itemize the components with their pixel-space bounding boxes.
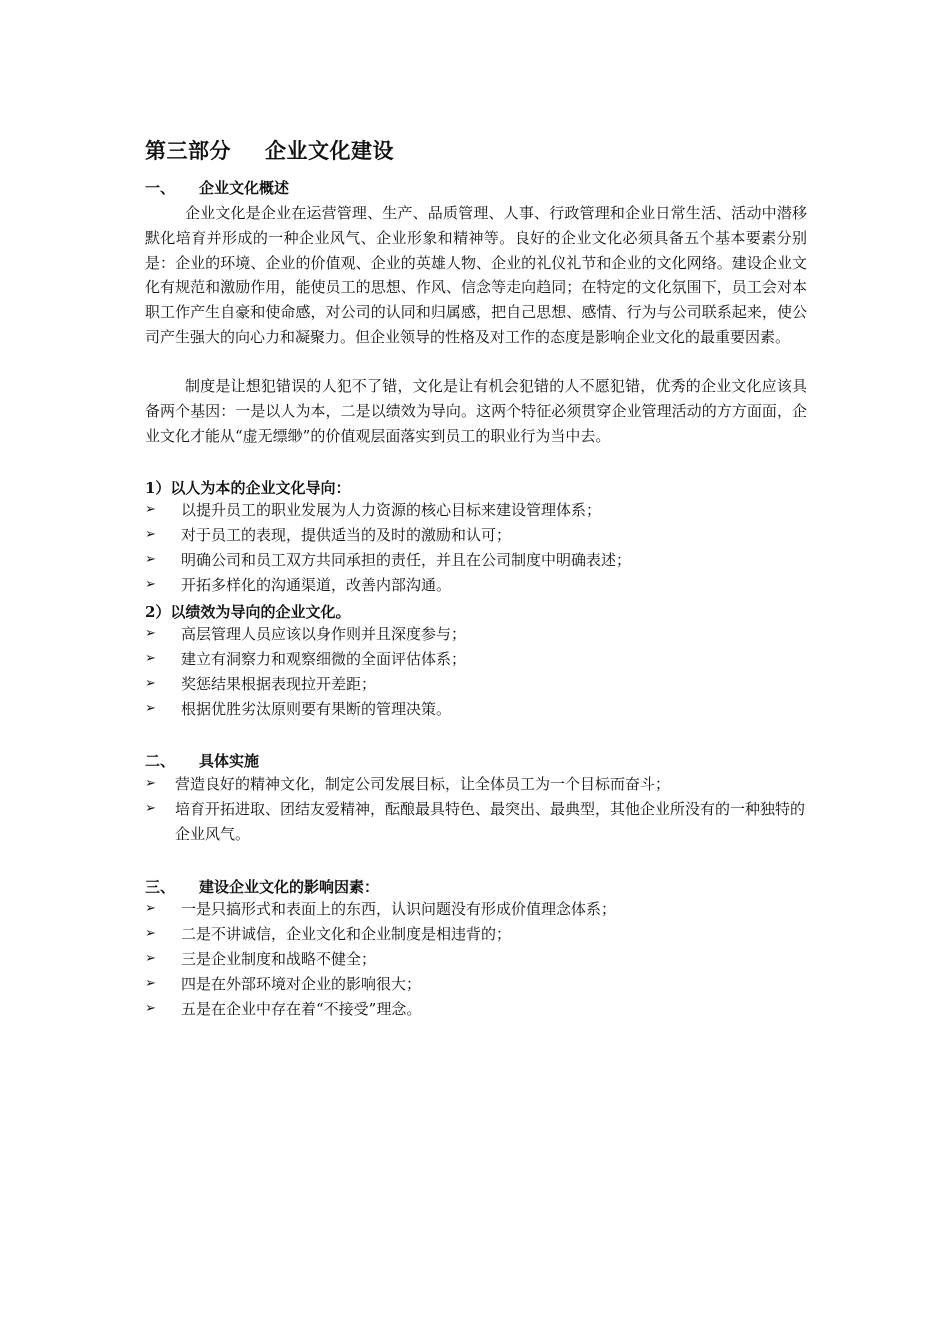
- section-1-title: 企业文化概述: [199, 179, 290, 197]
- arrow-bullet-icon: ➢: [145, 502, 156, 517]
- section-2-title: 具体实施: [199, 752, 260, 770]
- section-3-heading: [145, 876, 379, 897]
- section-3-title: 建设企业文化的影响因素：: [199, 878, 380, 896]
- page-title: [145, 135, 394, 165]
- arrow-bullet-icon: ➢: [145, 1000, 156, 1016]
- arrow-bullet-icon: ➢: [145, 950, 156, 966]
- arrow-bullet-icon: ➢: [145, 551, 156, 567]
- subheading-people-oriented: 1）以人为本的企业文化导向：: [145, 479, 351, 497]
- subheading-performance-oriented: 2）以绩效为导向的企业文化。: [145, 603, 351, 621]
- section-2-heading: [145, 750, 259, 771]
- arrow-bullet-icon: ➢: [145, 975, 156, 991]
- arrow-bullet-icon: ➢: [145, 576, 156, 592]
- arrow-bullet-icon: ➢: [145, 800, 156, 816]
- section-1-heading: [145, 177, 289, 198]
- arrow-bullet-icon: ➢: [145, 925, 156, 941]
- section-1-paragraph-1: 企业文化是企业在运营管理、生产、品质管理、人事、行政管理和企业日常生活、活动中潜移默化培育并形成的一种企业风气、企业形象和精神等。良好的企业文化必须具备五个基本要素分别是：企业的环境、企业的价值观、企业的英雄人物、企业的礼仪礼节和企业的文化网络。建设企业文化有规范和激励作用，能使员工的思想、作风、信念等走向趋同；在特定的文化氛围下，员工会对本职工作产生自豪和使命感，对公司的认同和归属感，把自己思想、感情、行为与公司联系起来，使公司产生强大的向心力和凝聚力。但企业领导的性格及对工作的态度是影响企业文化的最重要因素。: [145, 204, 807, 346]
- document-page: 第三部分 企业文化建设 一、 企业文化概述 企业文化是企业在运营管理、生产、品质管理、人事、行政管理和企业日常生活、活动中潜移默化培育并形成的一种企业风气、企业形象和精神等。良好的企业文化必须具备五个基本要素分别是：企业的环境、企业的价值观、企业的英雄人物、企业的礼仪礼节和企业的文化网络。建设企业文化有规范和激励作用，能使员工的思想、作风、信念等走向趋同；在特定的文化氛围下，员工会对本职工作产生自豪和使命感，对公司的认同和归属感，把自己思想、感情、行为与公司联系起来，使公司产生强大的向心力和凝聚力。但企业领导的性格及对工作的态度是影响企业文化的最重要因素。 制度是让想犯错误的人犯不了错，文化是让有机会犯错的人不愿犯错，优秀的企业文化应该具备两个基因：一是以人为本，二是以绩效为导向。这两个特征必须贯穿企业管理活动的方方面面，企业文化才能从“虚无缥缈”的价值观层面落实到员工的职业行为当中去。 1）以人为本的企业文化导向： ➢ 以提升员工的职业发展为人力资源的核心目标来建设管理体系； ➢ 对于员工的表现，提供适当的及时的激励和认可； ➢ 明确公司和员工双方共同承担的责任，并且在公司制度中明确表述； ➢ 开拓多样化的沟通渠道，改善内部沟通。 2）以绩效为导向的企业文化。 ➢ 高层管理人员应该以身作则并且深度参与； ➢ 建立有洞察力和观察细微的全面评估体系； ➢ 奖惩结果根据表现拉开差距； ➢ 根据优胜劣汰原则要有果断的管理决策。 二、 具体实施 ➢ 营造良好的精神文化，制定公司发展目标，让全体员工为一个目标而奋斗； ➢ 培育开拓进取、团结友爱精神，酝酿最具特色、最突出、最典型，其他企业所没有的一种独特的企业风气。 三、 建设企业文化的影响因素： ➢ 一是只搞形式和表面上的东西，认识问题没有形成价值理念体系； ➢ 二是不讲诚信，企业文化和企业制度是相违背的； ➢ 三是企业制度和战略不健全； ➢ 四是在外部环境对企业的影响很大； ➢ 五是在企业中存在着“不接受”理念。: [145, 0, 815, 1344]
- section-1-number: 一、: [145, 179, 176, 197]
- section-1-paragraph-2: 制度是让想犯错误的人犯不了错，文化是让有机会犯错的人不愿犯错，优秀的企业文化应该具备两个基因：一是以人为本，二是以绩效为导向。这两个特征必须贯穿企业管理活动的方方面面，企业文化才能从“虚无缥缈”的价值观层面落实到员工的职业行为当中去。: [145, 377, 807, 445]
- arrow-bullet-icon: ➢: [145, 776, 156, 791]
- section-3-number: 三、: [145, 878, 176, 896]
- arrow-bullet-icon: ➢: [145, 675, 156, 691]
- arrow-bullet-icon: ➢: [145, 700, 156, 716]
- arrow-bullet-icon: ➢: [145, 626, 156, 641]
- title-part: 第三部分: [145, 138, 231, 163]
- section-2-number: 二、: [145, 752, 176, 770]
- arrow-bullet-icon: ➢: [145, 901, 156, 916]
- arrow-bullet-icon: ➢: [145, 526, 156, 542]
- title-name: 企业文化建设: [265, 138, 394, 163]
- arrow-bullet-icon: ➢: [145, 650, 156, 666]
